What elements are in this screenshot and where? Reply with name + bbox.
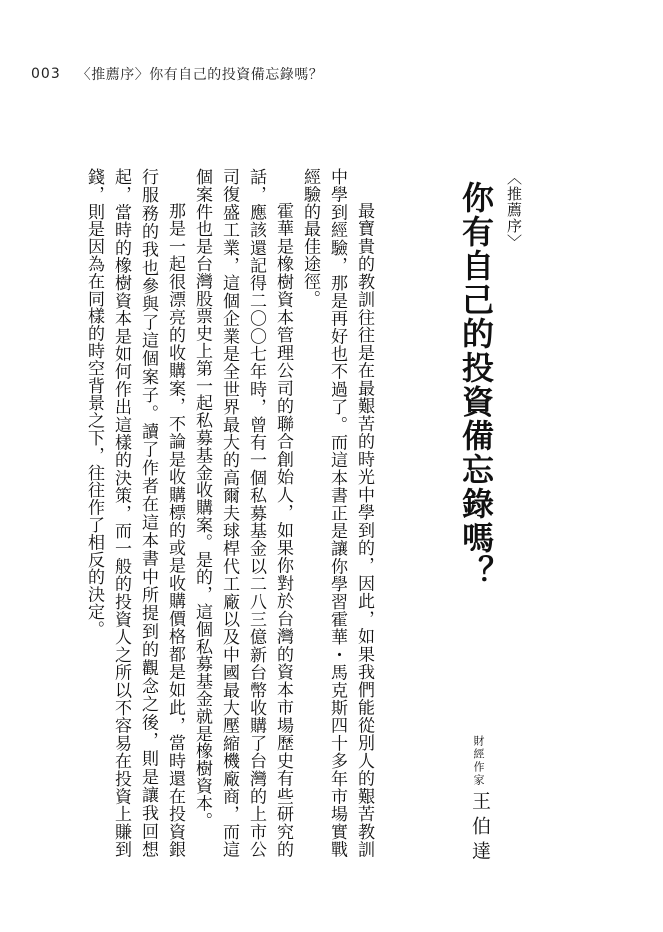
running-header [31,64,323,84]
series-label: 〈推薦序〉 [505,170,523,250]
body-paragraph: 那是一起很漂亮的收購案，不論是收購標的或是收購價格都是如此，當時還在投資銀行服務的我也參與了這個案子。讀了作者在這本書中所提到的觀念之後，則是讓我回想起，當時的橡樹資本是如何作出這樣的決策，而一般的投資人之所以不容易在投資上賺到錢，則是因為在同樣的時空背景之下，往往作了相反的決定。 [84,168,185,858]
body-paragraph: 霍華是橡樹資本管理公司的聯合創始人，如果你對於台灣的資本市場歷史有些研究的話，應該還記得二〇〇七年時，曾有一個私募基金以二八三億新台幣收購了台灣的上市公司復盛工業，這個企業是全世界最大的高爾夫球桿代工廠以及中國最大壓縮機廠商，而這個案件也是台灣股票史上第一起私募基金收購案。是的，這個私募基金就是橡樹資本。 [192,168,293,858]
article-body [80,168,377,858]
article-title: 你有自己的投資備忘錄嗎？ [457,181,495,589]
running-title: 〈推薦序〉你有自己的投資備忘錄嗎？ [76,67,324,83]
body-paragraph: 最寶貴的教訓往往是在最艱苦的時光中學到的，因此，如果我們能從別人的艱苦教訓中學到經驗，那是再好也不過了。而這本書正是讓你學習霍華・馬克斯四十多年市場實戰經驗的最佳途徑。 [300,168,374,858]
page-number: 003 [31,66,61,82]
author-name: 王伯達 [469,791,491,866]
author-role: 財經作家 [472,735,485,787]
